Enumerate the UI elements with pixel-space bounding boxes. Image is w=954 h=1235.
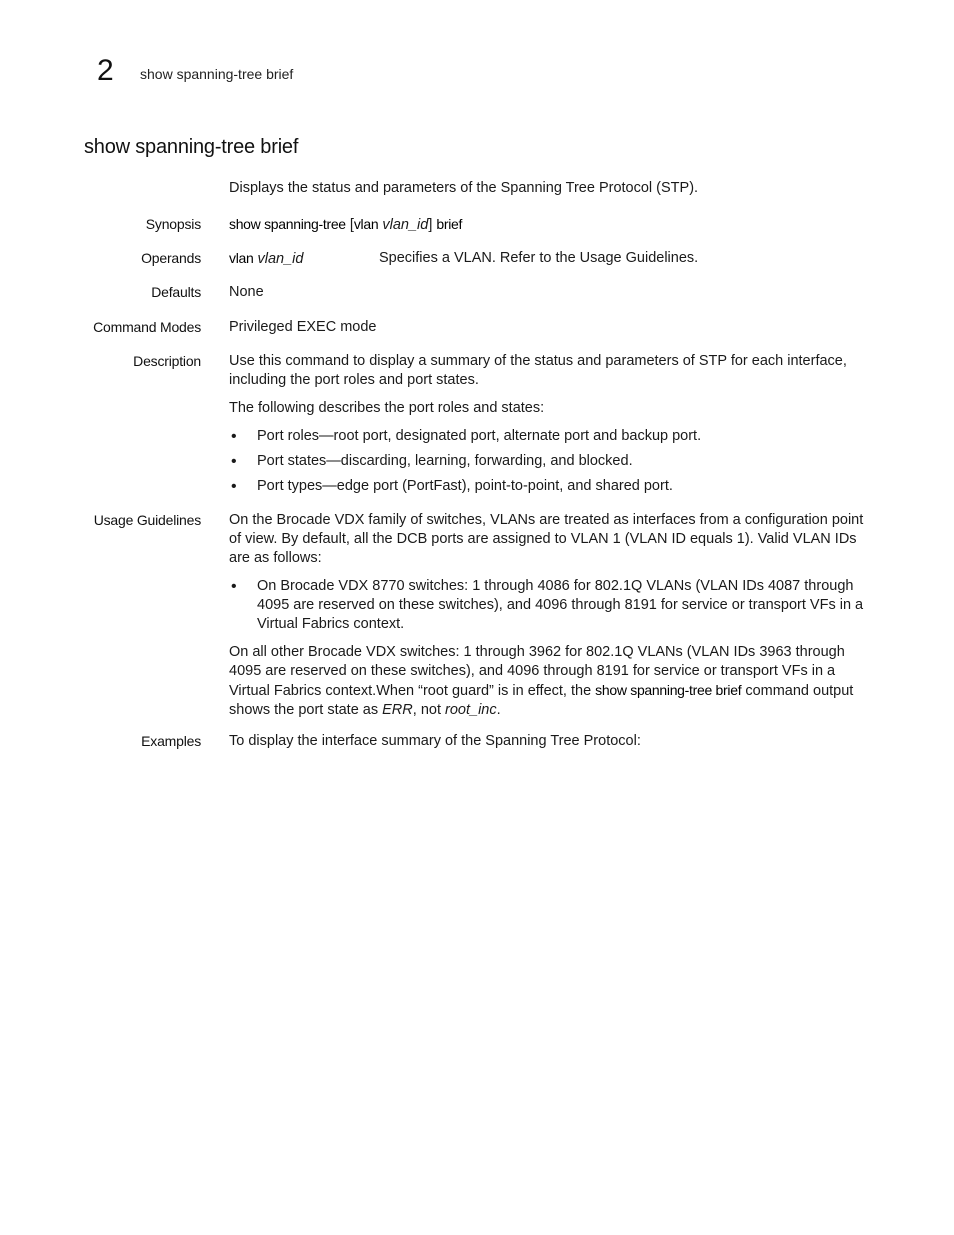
- chapter-number: 2: [97, 54, 114, 87]
- usage-p2-command: show spanning-tree brief: [595, 682, 742, 698]
- usage-p2-text-b: command output shows the port state as: [229, 683, 854, 718]
- intro-text: Displays the status and parameters of the Spanning Tree Protocol (STP).: [229, 180, 699, 196]
- synopsis-keyword-brief: brief: [436, 216, 463, 232]
- examples-label: Examples: [141, 733, 201, 749]
- description-bullet-list: [229, 427, 869, 496]
- operand-arg: vlan_id: [257, 251, 304, 267]
- usage-p2-text-d: .: [496, 702, 501, 718]
- bullet-icon: •: [231, 428, 237, 445]
- command-modes-value: Privileged EXEC mode: [229, 319, 377, 335]
- bullet-icon: •: [231, 453, 237, 470]
- description-label: Description: [133, 353, 201, 369]
- operand-keyword: vlan: [229, 250, 254, 266]
- bullet-icon: •: [231, 578, 237, 595]
- description-intro-list: The following describes the port roles and states:: [229, 400, 545, 416]
- synopsis-label: Synopsis: [145, 216, 201, 232]
- list-item: [229, 477, 869, 496]
- usage-guidelines-body: [229, 511, 869, 720]
- usage-paragraph-2: [229, 643, 869, 720]
- synopsis-command: show spanning-tree: [229, 216, 346, 232]
- usage-p2-text-a: On all other Brocade VDX switches: 1 through 3962 for 802.1Q VLANs (VLAN IDs 3963 through 4095 are reserved on these switches), and 4096 through 8191 for service or transport VFs in a Virtual Fabrics context.When “root guard” is in effect, the: [229, 644, 845, 699]
- usage-p2-text-c: , not: [412, 702, 446, 718]
- examples-text: To display the interface summary of the Spanning Tree Protocol:: [229, 733, 641, 749]
- list-item-text: On Brocade VDX 8770 switches: 1 through 4086 for 802.1Q VLANs (VLAN IDs 4087 through 4095 are reserved on these switches), and 4096 through 8191 for service or transport VFs in a Virtual Fabrics context.: [257, 578, 864, 632]
- description-paragraph: Use this command to display a summary of the status and parameters of STP for each interface, including the port roles and port states.: [229, 353, 847, 388]
- usage-guidelines-label: Usage Guidelines: [93, 512, 201, 528]
- list-item: [229, 427, 869, 446]
- list-item: [229, 577, 869, 634]
- description-body: [229, 352, 869, 496]
- synopsis-arg-vlan-id: vlan_id: [382, 217, 429, 233]
- operand-row: [229, 249, 869, 269]
- synopsis-bracket-close: ]: [428, 217, 433, 233]
- synopsis-keyword-vlan: vlan: [353, 216, 379, 232]
- synopsis-text: [229, 215, 869, 235]
- operands-label: Operands: [141, 250, 201, 266]
- defaults-label: Defaults: [151, 284, 201, 300]
- list-item: [229, 452, 869, 471]
- bullet-icon: •: [231, 478, 237, 495]
- usage-bullet-list: [229, 577, 869, 634]
- page-title: show spanning-tree brief: [84, 136, 299, 158]
- synopsis-bracket-open: [: [345, 217, 354, 233]
- list-item-text: Port roles—root port, designated port, alternate port and backup port.: [257, 428, 702, 444]
- usage-p2-err: ERR: [382, 702, 413, 718]
- running-head: show spanning-tree brief: [140, 66, 294, 82]
- list-item-text: Port states—discarding, learning, forwarding, and blocked.: [257, 453, 633, 469]
- usage-paragraph-1: On the Brocade VDX family of switches, VLANs are treated as interfaces from a configuration point of view. By default, all the DCB ports are assigned to VLAN 1 (VLAN ID equals 1). Valid VLAN IDs are as follows:: [229, 512, 864, 566]
- command-modes-label: Command Modes: [93, 319, 201, 335]
- usage-p2-root-inc: root_inc: [445, 702, 497, 718]
- list-item-text: Port types—edge port (PortFast), point-to-point, and shared port.: [257, 478, 673, 494]
- defaults-value: None: [229, 284, 264, 300]
- operand-description: Specifies a VLAN. Refer to the Usage Guidelines.: [379, 250, 699, 266]
